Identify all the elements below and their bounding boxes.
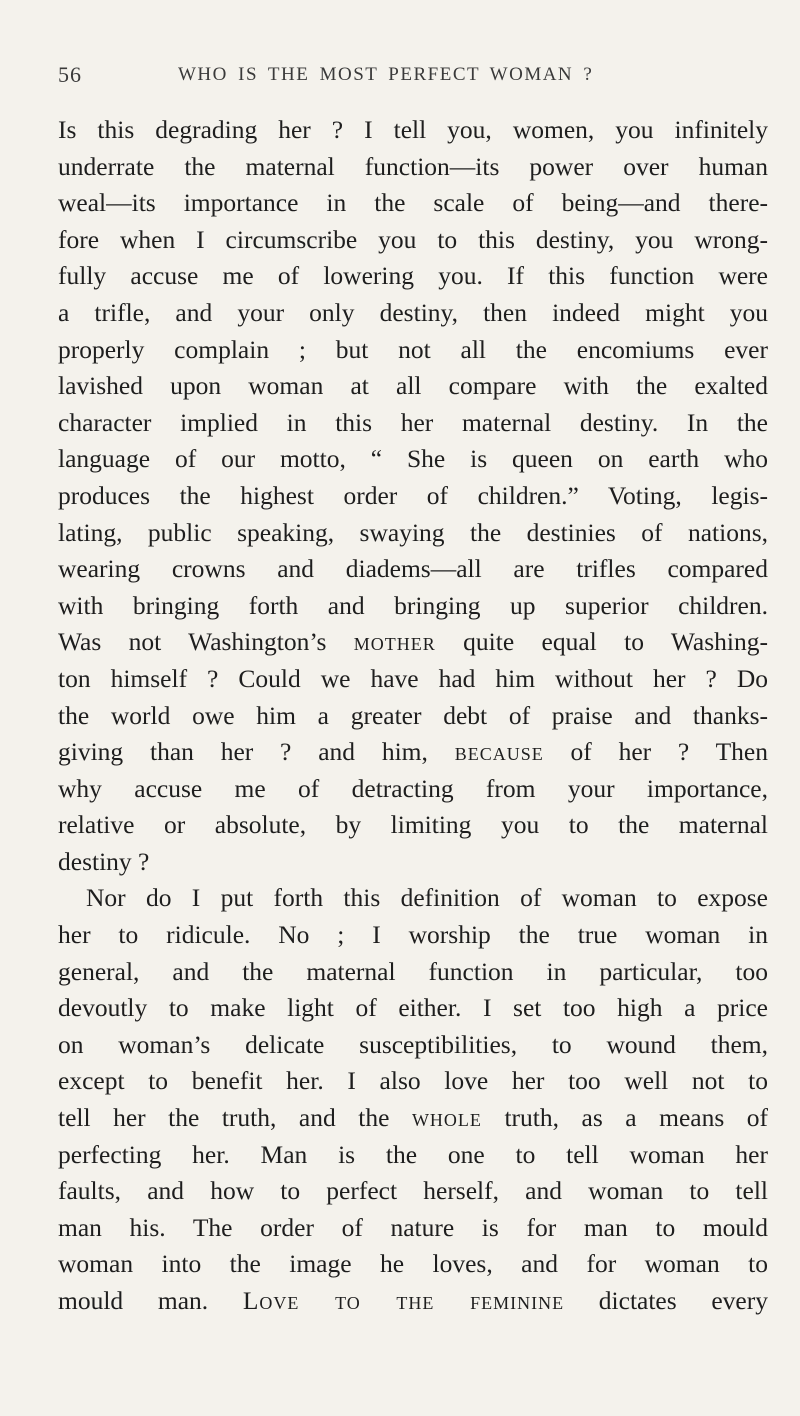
text-run: Was not Washington’s: [58, 627, 327, 657]
text-line: weal—its importance in the scale of being—and there-: [58, 188, 768, 218]
body-text: [58, 112, 768, 1320]
text-run: tell her the truth, and the: [58, 1103, 390, 1133]
text-line: ton himself ? Could we have had him without her ? Do: [58, 663, 768, 693]
text-line: produces the highest order of children.” Voting, legis-: [58, 480, 768, 510]
text-line: Is this degrading her ? I tell you, women, you infinitely: [58, 115, 768, 144]
text-line: except to benefit her. I also love her too well not to: [58, 1066, 768, 1096]
text-run: quite equal to Washing-: [463, 627, 768, 657]
text-line: relative or absolute, by limiting you to the maternal: [58, 810, 768, 840]
small-caps-emphasis: Love to the feminine: [242, 1286, 565, 1315]
small-caps-emphasis: because: [454, 737, 544, 767]
running-title: WHO IS THE MOST PERFECT WOMAN ?: [178, 64, 594, 85]
text-line: with bringing forth and bringing up superior children.: [58, 590, 768, 620]
text-line: on woman’s delicate susceptibilities, to wound them,: [58, 1029, 768, 1059]
text-line: her to ridicule. No ; I worship the true woman in: [58, 920, 768, 950]
text-run: of her ? Then: [570, 737, 768, 767]
running-head: [58, 62, 758, 92]
text-line: wearing crowns and diadems—all are trifles compared: [58, 554, 768, 584]
text-line: [58, 734, 768, 771]
text-line: lavished upon woman at all compare with the exalted: [58, 371, 768, 401]
text-run: mould man.: [58, 1286, 209, 1315]
text-line: properly complain ; but not all the encomiums ever: [58, 334, 768, 364]
small-caps-emphasis: whole: [411, 1103, 482, 1133]
text-run: dictates every: [598, 1286, 768, 1315]
text-run: truth, as a means of: [504, 1103, 769, 1133]
text-line: underrate the maternal function—its power over human: [58, 151, 768, 181]
page-number: 56: [58, 62, 82, 87]
text-line: fore when I circumscribe you to this destiny, you wrong-: [58, 224, 768, 254]
text-line: language of our motto, “ She is queen on earth who: [58, 444, 768, 474]
text-run: giving than her ? and him,: [58, 737, 428, 767]
text-line: man his. The order of nature is for man to mould: [58, 1212, 768, 1242]
text-line: woman into the image he loves, and for woman to: [58, 1249, 768, 1279]
text-line: Nor do I put forth this definition of woman to expose: [86, 883, 768, 913]
text-line: [58, 624, 768, 661]
text-line: the world owe him a greater debt of praise and thanks-: [58, 700, 768, 730]
text-line: why accuse me of detracting from your importance,: [58, 773, 768, 803]
text-line: fully accuse me of lowering you. If this function were: [58, 261, 768, 291]
text-line: [58, 1283, 768, 1320]
text-line: perfecting her. Man is the one to tell woman her: [58, 1139, 768, 1169]
text-line: a trifle, and your only destiny, then indeed might you: [58, 297, 768, 327]
text-line: character implied in this her maternal destiny. In the: [58, 407, 768, 437]
text-line: general, and the maternal function in particular, too: [58, 956, 768, 986]
text-line: devoutly to make light of either. I set too high a price: [58, 993, 768, 1023]
text-line: faults, and how to perfect herself, and woman to tell: [58, 1176, 768, 1206]
text-line: destiny ?: [58, 846, 150, 876]
small-caps-emphasis: mother: [353, 627, 436, 657]
text-line: [58, 1100, 768, 1137]
text-line: lating, public speaking, swaying the destinies of nations,: [58, 517, 768, 547]
